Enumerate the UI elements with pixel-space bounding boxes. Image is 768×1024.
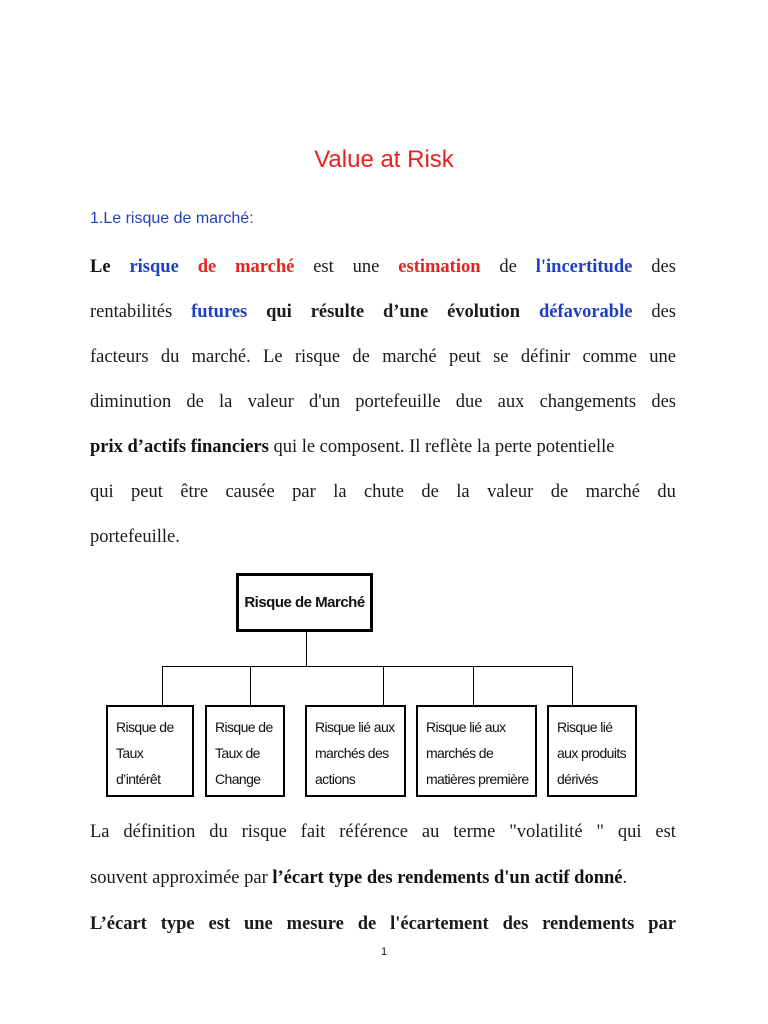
- page-title: Value at Risk: [314, 146, 454, 173]
- diagram-child-box: [205, 705, 285, 797]
- word: définir: [520, 347, 571, 367]
- paragraph-line-7: portefeuille.: [90, 527, 180, 547]
- word: marché.: [191, 347, 251, 367]
- word: être: [180, 482, 209, 502]
- word: la: [219, 392, 233, 412]
- paragraph-line-3: [90, 345, 676, 369]
- box-line: aux produits: [557, 745, 627, 761]
- word: futures: [191, 302, 248, 322]
- section-heading: 1.Le risque de marché:: [90, 210, 254, 227]
- word: se: [493, 347, 509, 367]
- word: qui: [90, 482, 114, 502]
- box-line: Taux: [116, 745, 144, 761]
- paragraph-line-10: [90, 912, 676, 936]
- word: l'incertitude: [535, 257, 633, 277]
- word: par: [648, 914, 676, 934]
- word: peut: [448, 347, 481, 367]
- word: de: [499, 257, 517, 277]
- box-line: Change: [215, 771, 261, 787]
- word: des: [651, 392, 676, 412]
- box-line: Taux de: [215, 745, 260, 761]
- word: de: [421, 482, 439, 502]
- box-line: dérivés: [557, 771, 598, 787]
- diagram-child-box: [305, 705, 406, 797]
- page-number: 1: [380, 946, 388, 958]
- word: marché: [235, 257, 295, 277]
- word: Le: [263, 347, 283, 367]
- emphasis-text: prix d’actifs financiers: [90, 437, 269, 457]
- word: peut: [131, 482, 163, 502]
- diagram-child-box: [547, 705, 637, 797]
- word: du: [657, 482, 676, 502]
- diagram-root-box: Risque de Marché: [236, 573, 373, 632]
- word: ": [596, 822, 604, 842]
- word: de: [550, 482, 569, 502]
- connector-line: [162, 666, 163, 705]
- box-line: marchés des: [315, 745, 389, 761]
- paragraph-line-2: [90, 300, 676, 324]
- word: de: [357, 914, 377, 934]
- word: qui: [617, 822, 642, 842]
- paragraph-line-6: [90, 480, 676, 504]
- box-line: Risque lié aux: [315, 719, 395, 735]
- box-line: actions: [315, 771, 356, 787]
- box-line: Risque de: [215, 719, 273, 735]
- word: risque: [294, 347, 341, 367]
- connector-line: [306, 632, 307, 666]
- word: une: [352, 257, 380, 277]
- plain-text: qui le composent. Il reflète la perte potentielle: [268, 437, 615, 457]
- word: référence: [339, 822, 408, 842]
- word: causée: [225, 482, 275, 502]
- connector-line: [162, 666, 573, 667]
- paragraph-line-4: [90, 390, 676, 414]
- word: d’une: [382, 302, 429, 322]
- box-line: marchés de: [426, 745, 494, 761]
- word: résulte: [310, 302, 365, 322]
- word: de: [186, 392, 204, 412]
- word: estimation: [398, 257, 481, 277]
- emphasis-text: l’écart type des rendements d'un actif donné: [272, 868, 623, 888]
- paragraph-line-9: [90, 866, 676, 890]
- word: "volatilité: [509, 822, 583, 842]
- word: Le: [90, 257, 111, 277]
- word: diminution: [90, 392, 172, 412]
- word: la: [456, 482, 470, 502]
- paragraph-line-5: [90, 435, 676, 459]
- word: due: [455, 392, 483, 412]
- word: valeur: [247, 392, 294, 412]
- box-line: Risque lié aux: [426, 719, 506, 735]
- word: type: [160, 914, 195, 934]
- word: La: [90, 822, 110, 842]
- word: mesure: [286, 914, 344, 934]
- box-line: Risque lié: [557, 719, 613, 735]
- word: d'un: [309, 392, 341, 412]
- word: terme: [453, 822, 496, 842]
- connector-line: [572, 666, 573, 705]
- word: rentabilités: [90, 302, 173, 322]
- paragraph-line-1: [90, 255, 676, 279]
- word: au: [421, 822, 440, 842]
- box-line: matières première: [426, 771, 529, 787]
- word: de: [352, 347, 370, 367]
- word: des: [651, 302, 676, 322]
- word: chute: [363, 482, 405, 502]
- word: risque: [129, 257, 179, 277]
- paragraph-line-8: [90, 820, 676, 844]
- plain-text: souvent approximée par: [90, 868, 273, 888]
- word: valeur: [487, 482, 534, 502]
- word: par: [292, 482, 316, 502]
- word: portefeuille: [355, 392, 441, 412]
- word: rendements: [542, 914, 635, 934]
- word: évolution: [447, 302, 521, 322]
- word: comme: [582, 347, 637, 367]
- word: L’écart: [90, 914, 147, 934]
- word: du: [209, 822, 228, 842]
- word: une: [649, 347, 676, 367]
- word: marché: [382, 347, 437, 367]
- word: changements: [539, 392, 637, 412]
- connector-line: [250, 666, 251, 705]
- connector-line: [473, 666, 474, 705]
- word: définition: [123, 822, 196, 842]
- word: du: [160, 347, 180, 367]
- box-line: d’intérêt: [116, 771, 161, 787]
- word: de: [197, 257, 217, 277]
- word: facteurs: [90, 347, 149, 367]
- word: l'écartement: [390, 914, 489, 934]
- diagram-child-box: [106, 705, 194, 797]
- word: une: [243, 914, 273, 934]
- diagram-child-box: [416, 705, 537, 797]
- word: est: [208, 914, 231, 934]
- word: risque: [241, 822, 287, 842]
- word: est: [655, 822, 676, 842]
- word: qui: [266, 302, 292, 322]
- box-line: Risque de: [116, 719, 174, 735]
- connector-line: [383, 666, 384, 705]
- word: défavorable: [538, 302, 633, 322]
- word: est: [313, 257, 334, 277]
- word: fait: [300, 822, 326, 842]
- word: la: [333, 482, 347, 502]
- word: des: [651, 257, 676, 277]
- word: aux: [497, 392, 525, 412]
- plain-text: .: [622, 868, 628, 888]
- word: des: [502, 914, 529, 934]
- word: marché: [585, 482, 641, 502]
